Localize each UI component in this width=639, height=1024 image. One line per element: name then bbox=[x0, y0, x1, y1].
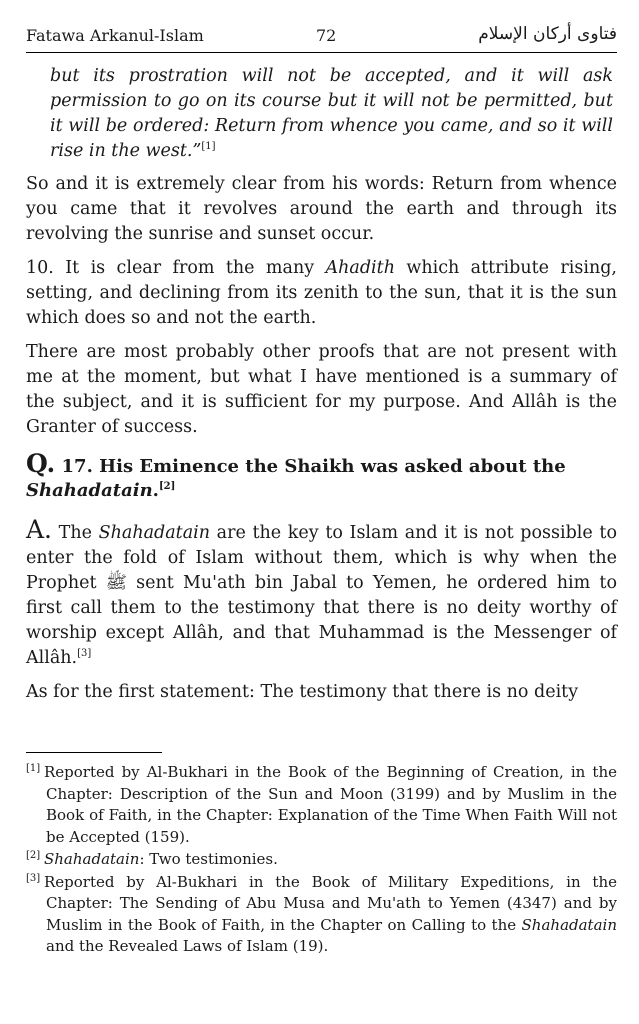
answer-letter: A. bbox=[26, 515, 53, 544]
question-end: . bbox=[152, 480, 159, 501]
footnote-2-italic: Shahadatain bbox=[44, 850, 140, 868]
answer-italic: Shahadatain bbox=[98, 523, 211, 543]
paragraph-first-statement: As for the first statement: The testimony that there is no deity bbox=[26, 682, 579, 702]
footnote-ref-2[interactable]: [2] bbox=[158, 481, 176, 492]
para2-italic: Ahadith bbox=[325, 258, 395, 278]
footnote-1: [1] Reported by Al-Bukhari in the Book of the Beginning of Creation, in the Chapter: Description of the Sun and Moon (3199) and by Muslim in the Book of Faith, in the Chapter: Explanation of the Time When Faith Will not be Accepted (159). bbox=[26, 763, 617, 846]
footnote-2-text: : Two testimonies. bbox=[139, 850, 278, 868]
page-number: 72 bbox=[316, 26, 337, 45]
footnote-3: [3] Reported by Al-Bukhari in the Book of Military Expeditions, in the Chapter: The Sending of Abu Musa and Mu'ath to Yemen (4347) and by Muslim in the Book of Faith, in the Chapter on Calling to the Shahadatain and the Revealed Laws of Islam (19). bbox=[26, 872, 617, 955]
footnote-3-text-start: Reported by Al-Bukhari in the Book of Military Expeditions, in the Chapter: The Sending of Abu Musa and Mu'ath to Yemen (4347) and by Muslim in the Book of Faith, in the Chapter on Calling to the bbox=[44, 872, 617, 934]
hadith-quote bbox=[26, 64, 617, 164]
footnote-ref-3[interactable]: [3] bbox=[77, 648, 92, 660]
question-text: 17. His Eminence the Shaikh was asked about the bbox=[55, 456, 566, 477]
footnote-ref-1[interactable]: [1] bbox=[201, 141, 216, 153]
paragraph-summary: There are most probably other proofs that are not present with me at the moment, but what I have mentioned is a summary of the subject, and it is sufficient for my purpose. And Allâh is the Granter of success. bbox=[26, 342, 617, 437]
para2-end: which attribute rising, setting, and declining from its zenith to the sun, that it is the sun which does so and not the earth. bbox=[26, 258, 617, 328]
arabic-book-title: فتاوى أركان الإسلام bbox=[478, 24, 617, 44]
footnote-3-text-end: and the Revealed Laws of Islam (19). bbox=[46, 937, 329, 955]
book-title: Fatawa Arkanul-Islam bbox=[26, 26, 204, 45]
footnote-1-text: Reported by Al-Bukhari in the Book of the Beginning of Creation, in the Chapter: Description of the Sun and Moon (3199) and by Muslim in the Book of Faith, in the Chapter: Explanation of the Time When Faith Will not be Accepted (159). bbox=[44, 763, 617, 846]
page-body bbox=[26, 64, 617, 714]
answer-middle: are the key to Islam and it is not possible to enter the fold of Islam without them, which is why when the Prophet bbox=[26, 523, 617, 593]
paragraph-ahadith bbox=[26, 256, 617, 331]
answer-end: sent Mu'ath bin Jabal to Yemen, he ordered him to first call them to the testimony that there is no deity worthy of worship except Allâh, and that Muhammad is the Messenger of Allâh. bbox=[26, 573, 617, 668]
answer-start: The bbox=[52, 523, 99, 543]
quote-text: but its prostration will not be accepted, and it will ask permission to go on its course but it will not be permitted, but it will be ordered: Return from whence you came, and so it will rise in the west.” bbox=[50, 66, 613, 161]
footnote-3-italic: Shahadatain bbox=[521, 915, 617, 934]
footnote-2: [2] Shahadatain: Two testimonies. bbox=[26, 850, 278, 868]
footnotes bbox=[26, 762, 617, 959]
para2-start: 10. It is clear from the many bbox=[26, 258, 326, 278]
question-heading bbox=[26, 449, 617, 503]
answer-paragraph bbox=[26, 517, 617, 671]
footnote-divider bbox=[26, 752, 162, 753]
salutation-icon: ﷺ bbox=[105, 573, 127, 593]
page-header bbox=[26, 22, 617, 53]
question-italic: Shahadatain bbox=[26, 480, 153, 501]
paragraph-revolves: So and it is extremely clear from his words: Return from whence you came that it revolves around the earth and through its revolving the sunrise and sunset occur. bbox=[26, 174, 617, 244]
question-letter: Q. bbox=[26, 449, 56, 478]
